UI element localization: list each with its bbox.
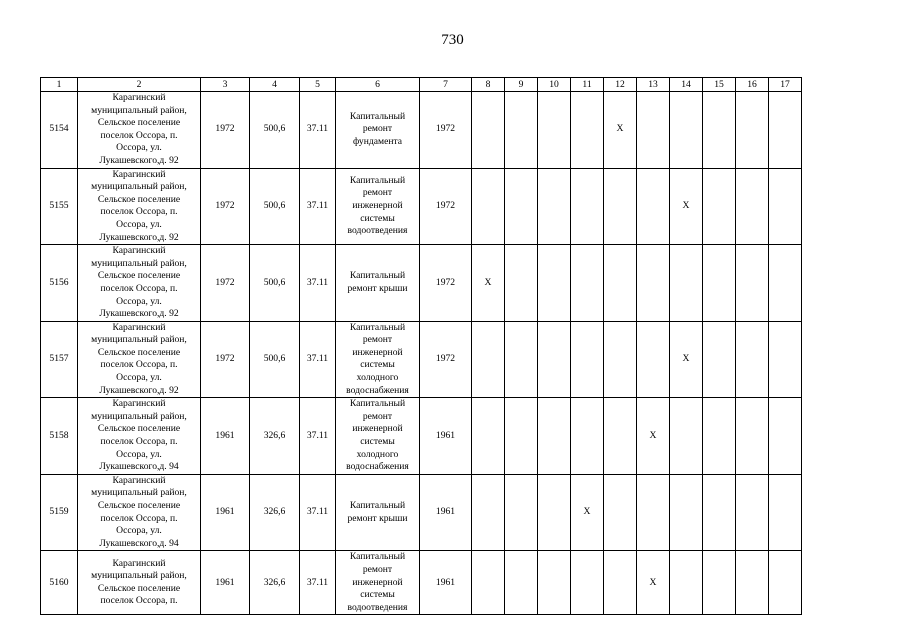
year-cell: 1961 [420, 551, 472, 615]
mark-cell-col-10 [538, 321, 571, 398]
mark-cell-col-12 [604, 474, 637, 551]
mark-cell-col-16 [736, 398, 769, 475]
mark-cell-col-9 [505, 92, 538, 169]
mark-cell-col-16 [736, 168, 769, 245]
column-header-16: 16 [736, 78, 769, 92]
column-header-11: 11 [571, 78, 604, 92]
mark-cell-col-8 [472, 551, 505, 615]
area-cell: 326,6 [250, 474, 300, 551]
area-cell: 326,6 [250, 398, 300, 475]
mark-cell-col-8 [472, 168, 505, 245]
work-type-cell: Капитальный ремонт инженерной системы водоотведения [336, 168, 420, 245]
year-cell: 1961 [420, 398, 472, 475]
mark-cell-col-16 [736, 474, 769, 551]
mark-cell-col-8 [472, 398, 505, 475]
column-header-12: 12 [604, 78, 637, 92]
year-built-cell: 1972 [201, 168, 250, 245]
area-cell: 500,6 [250, 321, 300, 398]
mark-cell-col-17 [769, 398, 802, 475]
work-type-cell: Капитальный ремонт фундамента [336, 92, 420, 169]
registry-table [40, 77, 802, 615]
year-built-cell: 1972 [201, 245, 250, 322]
year-cell: 1961 [420, 474, 472, 551]
mark-cell-col-13 [637, 168, 670, 245]
column-header-8: 8 [472, 78, 505, 92]
address-cell: Карагинский муниципальный район, Сельское поселение поселок Оссора, п. Оссора, ул. Лукашевского,д. 92 [78, 321, 201, 398]
mark-cell-col-14 [670, 398, 703, 475]
mark-cell-col-17 [769, 321, 802, 398]
year-built-cell: 1972 [201, 92, 250, 169]
mark-cell-col-14: X [670, 321, 703, 398]
work-type-cell: Капитальный ремонт инженерной системы холодного водоснабжения [336, 398, 420, 475]
code-cell: 37.11 [300, 245, 336, 322]
mark-cell-col-13 [637, 321, 670, 398]
mark-cell-col-12 [604, 321, 637, 398]
column-header-13: 13 [637, 78, 670, 92]
area-cell: 500,6 [250, 245, 300, 322]
year-cell: 1972 [420, 92, 472, 169]
row-id-cell: 5154 [41, 92, 78, 169]
address-cell: Карагинский муниципальный район, Сельское поселение поселок Оссора, п. Оссора, ул. Лукашевского,д. 92 [78, 92, 201, 169]
mark-cell-col-12 [604, 245, 637, 322]
address-cell: Карагинский муниципальный район, Сельское поселение поселок Оссора, п. Оссора, ул. Лукашевского,д. 92 [78, 245, 201, 322]
year-built-cell: 1961 [201, 551, 250, 615]
mark-cell-col-8 [472, 92, 505, 169]
table-row [41, 474, 802, 551]
mark-cell-col-9 [505, 398, 538, 475]
area-cell: 500,6 [250, 168, 300, 245]
mark-cell-col-13 [637, 474, 670, 551]
mark-cell-col-16 [736, 321, 769, 398]
mark-cell-col-17 [769, 245, 802, 322]
mark-cell-col-14 [670, 474, 703, 551]
mark-cell-col-14: X [670, 168, 703, 245]
table-row [41, 245, 802, 322]
work-type-cell: Капитальный ремонт крыши [336, 474, 420, 551]
mark-cell-col-10 [538, 168, 571, 245]
mark-cell-col-15 [703, 474, 736, 551]
mark-cell-col-15 [703, 398, 736, 475]
mark-cell-col-9 [505, 551, 538, 615]
code-cell: 37.11 [300, 398, 336, 475]
mark-cell-col-10 [538, 551, 571, 615]
column-header-1: 1 [41, 78, 78, 92]
table-header [41, 78, 802, 92]
mark-cell-col-12 [604, 551, 637, 615]
page-number: 730 [441, 32, 464, 48]
mark-cell-col-13: X [637, 551, 670, 615]
table-row [41, 168, 802, 245]
work-type-cell: Капитальный ремонт инженерной системы водоотведения [336, 551, 420, 615]
header-row [41, 78, 802, 92]
code-cell: 37.11 [300, 92, 336, 169]
mark-cell-col-9 [505, 474, 538, 551]
mark-cell-col-12: X [604, 92, 637, 169]
mark-cell-col-17 [769, 168, 802, 245]
code-cell: 37.11 [300, 551, 336, 615]
mark-cell-col-15 [703, 168, 736, 245]
column-header-7: 7 [420, 78, 472, 92]
address-cell: Карагинский муниципальный район, Сельское поселение поселок Оссора, п. Оссора, ул. Лукашевского,д. 94 [78, 398, 201, 475]
mark-cell-col-17 [769, 92, 802, 169]
mark-cell-col-12 [604, 168, 637, 245]
mark-cell-col-9 [505, 245, 538, 322]
column-header-4: 4 [250, 78, 300, 92]
year-built-cell: 1961 [201, 474, 250, 551]
code-cell: 37.11 [300, 168, 336, 245]
year-cell: 1972 [420, 245, 472, 322]
table-row [41, 92, 802, 169]
mark-cell-col-15 [703, 245, 736, 322]
column-header-5: 5 [300, 78, 336, 92]
mark-cell-col-8 [472, 321, 505, 398]
work-type-cell: Капитальный ремонт инженерной системы холодного водоснабжения [336, 321, 420, 398]
mark-cell-col-16 [736, 92, 769, 169]
address-cell: Карагинский муниципальный район, Сельское поселение поселок Оссора, п. Оссора, ул. Лукашевского,д. 92 [78, 168, 201, 245]
work-type-cell: Капитальный ремонт крыши [336, 245, 420, 322]
mark-cell-col-10 [538, 245, 571, 322]
mark-cell-col-10 [538, 474, 571, 551]
mark-cell-col-14 [670, 245, 703, 322]
table-row [41, 321, 802, 398]
row-id-cell: 5156 [41, 245, 78, 322]
mark-cell-col-9 [505, 168, 538, 245]
mark-cell-col-8: X [472, 245, 505, 322]
column-header-15: 15 [703, 78, 736, 92]
column-header-14: 14 [670, 78, 703, 92]
mark-cell-col-16 [736, 551, 769, 615]
mark-cell-col-11 [571, 92, 604, 169]
column-header-9: 9 [505, 78, 538, 92]
row-id-cell: 5158 [41, 398, 78, 475]
mark-cell-col-8 [472, 474, 505, 551]
mark-cell-col-15 [703, 92, 736, 169]
table-body [41, 92, 802, 615]
address-cell: Карагинский муниципальный район, Сельское поселение поселок Оссора, п. Оссора, ул. Лукашевского,д. 94 [78, 474, 201, 551]
mark-cell-col-11 [571, 245, 604, 322]
code-cell: 37.11 [300, 321, 336, 398]
mark-cell-col-11 [571, 321, 604, 398]
mark-cell-col-12 [604, 398, 637, 475]
mark-cell-col-11 [571, 551, 604, 615]
mark-cell-col-10 [538, 398, 571, 475]
mark-cell-col-13 [637, 92, 670, 169]
row-id-cell: 5157 [41, 321, 78, 398]
row-id-cell: 5160 [41, 551, 78, 615]
mark-cell-col-17 [769, 551, 802, 615]
mark-cell-col-10 [538, 92, 571, 169]
year-cell: 1972 [420, 168, 472, 245]
mark-cell-col-11: X [571, 474, 604, 551]
table-row [41, 551, 802, 615]
area-cell: 500,6 [250, 92, 300, 169]
year-cell: 1972 [420, 321, 472, 398]
mark-cell-col-15 [703, 551, 736, 615]
code-cell: 37.11 [300, 474, 336, 551]
mark-cell-col-14 [670, 92, 703, 169]
column-header-3: 3 [201, 78, 250, 92]
mark-cell-col-17 [769, 474, 802, 551]
row-id-cell: 5155 [41, 168, 78, 245]
mark-cell-col-11 [571, 168, 604, 245]
mark-cell-col-15 [703, 321, 736, 398]
address-cell: Карагинский муниципальный район, Сельское поселение поселок Оссора, п. [78, 551, 201, 615]
column-header-6: 6 [336, 78, 420, 92]
mark-cell-col-11 [571, 398, 604, 475]
mark-cell-col-9 [505, 321, 538, 398]
year-built-cell: 1961 [201, 398, 250, 475]
row-id-cell: 5159 [41, 474, 78, 551]
year-built-cell: 1972 [201, 321, 250, 398]
mark-cell-col-13 [637, 245, 670, 322]
table-row [41, 398, 802, 475]
area-cell: 326,6 [250, 551, 300, 615]
mark-cell-col-16 [736, 245, 769, 322]
column-header-17: 17 [769, 78, 802, 92]
column-header-10: 10 [538, 78, 571, 92]
column-header-2: 2 [78, 78, 201, 92]
mark-cell-col-14 [670, 551, 703, 615]
mark-cell-col-13: X [637, 398, 670, 475]
